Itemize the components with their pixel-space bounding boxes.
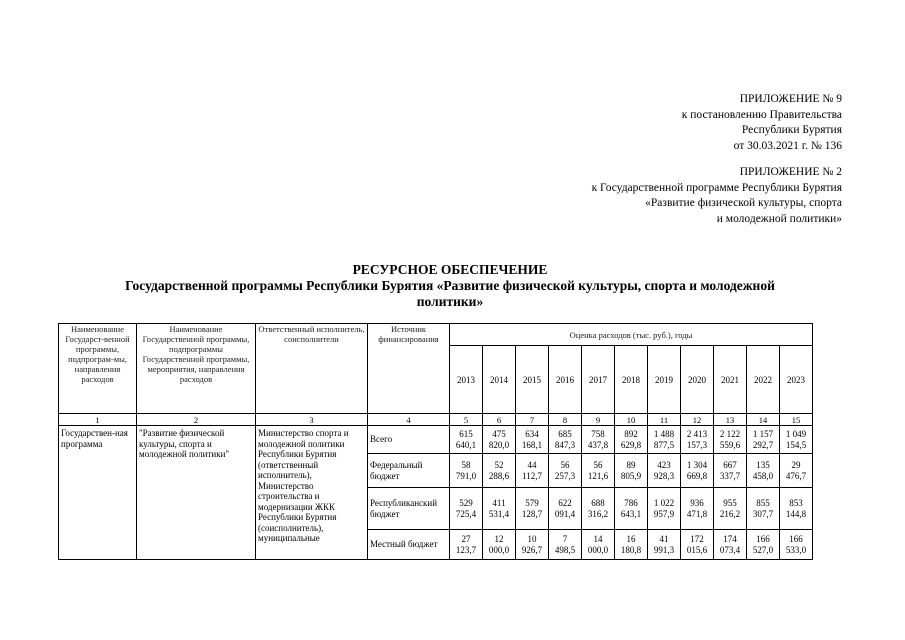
appendix-9-line: ПРИЛОЖЕНИЕ № 9 xyxy=(739,93,842,105)
expense-value xyxy=(648,530,681,560)
expense-value-remainder: 847,3 xyxy=(554,439,576,450)
year-header: 2018 xyxy=(615,346,648,414)
expense-value xyxy=(582,426,615,454)
header-col2: Наименование Государственной программы, подпрограммы Государственной программы, мероприятия, направления расходов xyxy=(137,324,256,414)
expense-value-remainder: 123,7 xyxy=(455,544,477,555)
funding-source: Республиканский бюджет xyxy=(368,488,450,530)
expense-value-remainder: 471,8 xyxy=(686,508,708,519)
year-header: 2016 xyxy=(549,346,582,414)
expense-value-thousands: 688 xyxy=(591,497,605,508)
column-number: 2 xyxy=(137,414,256,426)
expense-value xyxy=(483,530,516,560)
expense-value-thousands: 936 xyxy=(690,497,704,508)
column-number: 9 xyxy=(582,414,615,426)
column-number: 8 xyxy=(549,414,582,426)
column-number: 10 xyxy=(615,414,648,426)
expense-value-thousands: 56 xyxy=(560,459,570,470)
row-executors: Министерство спорта и молодежной политики Республики Бурятия (ответственный исполнитель), Министерство строительства и модернизации ЖКК Республики Бурятия (соисполнитель), муниципальные xyxy=(256,426,368,560)
expense-value xyxy=(615,426,648,454)
expense-value xyxy=(516,488,549,530)
expense-value-thousands: 7 xyxy=(562,533,568,544)
expense-value-remainder: 307,7 xyxy=(752,508,774,519)
expense-value xyxy=(681,530,714,560)
expense-value-thousands: 786 xyxy=(624,497,638,508)
expense-value-thousands: 52 xyxy=(494,459,504,470)
expense-value xyxy=(450,488,483,530)
appendix-2-block xyxy=(592,165,842,227)
expense-value-thousands: 89 xyxy=(626,459,636,470)
expense-value xyxy=(582,530,615,560)
appendix-2-line: «Развитие физической культуры, спорта xyxy=(645,197,842,209)
expense-value-remainder: 168,1 xyxy=(521,439,543,450)
expense-value-remainder: 928,3 xyxy=(653,470,675,481)
expense-value-remainder: 316,2 xyxy=(587,508,609,519)
year-header: 2014 xyxy=(483,346,516,414)
year-header: 2023 xyxy=(780,346,813,414)
expense-value-remainder: 091,4 xyxy=(554,508,576,519)
expense-value-thousands: 14 xyxy=(593,533,603,544)
expense-value-thousands: 667 xyxy=(723,459,737,470)
column-number: 5 xyxy=(450,414,483,426)
expense-value xyxy=(714,426,747,454)
expense-value-thousands: 29 xyxy=(791,459,801,470)
expense-value-thousands: 172 xyxy=(690,533,704,544)
expense-value-thousands: 10 xyxy=(527,533,537,544)
expense-value-thousands: 529 xyxy=(459,497,473,508)
appendix-9-line: от 30.03.2021 г. № 136 xyxy=(733,139,842,152)
expense-value xyxy=(681,454,714,488)
column-number: 4 xyxy=(368,414,450,426)
expense-value-remainder: 643,1 xyxy=(620,508,642,519)
expense-value-remainder: 458,0 xyxy=(752,470,774,481)
expense-value-thousands: 634 xyxy=(525,428,539,439)
expense-value xyxy=(714,454,747,488)
expense-value-remainder: 820,0 xyxy=(488,439,510,450)
expense-value-thousands: 166 xyxy=(789,533,803,544)
expense-value-thousands: 58 xyxy=(461,459,471,470)
expense-value-remainder: 144,8 xyxy=(785,508,807,519)
expense-value-thousands: 1 488 xyxy=(653,428,675,439)
expense-value xyxy=(450,454,483,488)
expense-value-thousands: 27 xyxy=(461,533,471,544)
expense-value xyxy=(747,530,780,560)
appendix-9-line: к постановлению Правительства xyxy=(681,108,842,121)
funding-source: Всего xyxy=(368,426,450,454)
expense-value-thousands: 758 xyxy=(591,428,605,439)
column-number: 6 xyxy=(483,414,516,426)
expense-value-remainder: 791,0 xyxy=(455,470,477,481)
document-subtitle-cont: политики» xyxy=(416,294,484,309)
expense-value-remainder: 157,3 xyxy=(686,439,708,450)
expense-value xyxy=(780,488,813,530)
expense-value-remainder: 531,4 xyxy=(488,508,510,519)
column-number: 13 xyxy=(714,414,747,426)
row-program-name: "Развитие физической культуры, спорта и молодежной политики" xyxy=(137,426,256,560)
expense-value-thousands: 174 xyxy=(723,533,737,544)
appendix-9-block xyxy=(682,92,842,154)
expense-value xyxy=(483,426,516,454)
expense-value-thousands: 1 049 xyxy=(785,428,807,439)
expense-value-thousands: 615 xyxy=(459,428,473,439)
expense-value-thousands: 955 xyxy=(723,497,737,508)
expense-value-thousands: 1 304 xyxy=(686,459,708,470)
expense-value xyxy=(780,454,813,488)
expense-value xyxy=(450,426,483,454)
expense-value xyxy=(780,530,813,560)
expense-value xyxy=(747,454,780,488)
appendix-2-line: ПРИЛОЖЕНИЕ № 2 xyxy=(739,166,842,178)
expense-value-remainder: 725,4 xyxy=(455,508,477,519)
expense-value-remainder: 257,3 xyxy=(554,470,576,481)
year-header: 2015 xyxy=(516,346,549,414)
expense-value-remainder: 476,7 xyxy=(785,470,807,481)
expense-value-remainder: 216,2 xyxy=(719,508,741,519)
expense-value-remainder: 805,9 xyxy=(620,470,642,481)
expense-value xyxy=(549,454,582,488)
expense-value xyxy=(582,454,615,488)
expense-value xyxy=(615,488,648,530)
expense-value xyxy=(714,530,747,560)
expense-value-remainder: 292,7 xyxy=(752,439,774,450)
expense-value xyxy=(549,426,582,454)
year-header: 2021 xyxy=(714,346,747,414)
expense-value-remainder: 121,6 xyxy=(587,470,609,481)
expense-value-remainder: 957,9 xyxy=(653,508,675,519)
expense-value-remainder: 000,0 xyxy=(488,544,510,555)
expense-value-remainder: 180,8 xyxy=(620,544,642,555)
expense-value-thousands: 1 157 xyxy=(752,428,774,439)
expense-value-thousands: 166 xyxy=(756,533,770,544)
expense-value-remainder: 533,0 xyxy=(785,544,807,555)
expense-value xyxy=(648,426,681,454)
expense-value xyxy=(516,426,549,454)
year-header: 2019 xyxy=(648,346,681,414)
expense-value xyxy=(516,530,549,560)
expense-value-thousands: 685 xyxy=(558,428,572,439)
column-number: 12 xyxy=(681,414,714,426)
funding-source: Федеральный бюджет xyxy=(368,454,450,488)
expense-value-remainder: 559,6 xyxy=(719,439,741,450)
header-estimate: Оценка расходов (тыс. руб.), годы xyxy=(450,324,813,346)
expense-value-remainder: 498,5 xyxy=(554,544,576,555)
expense-value-thousands: 41 xyxy=(659,533,669,544)
expense-value-thousands: 12 xyxy=(494,533,504,544)
expense-value-remainder: 112,7 xyxy=(522,470,542,481)
expense-value xyxy=(615,530,648,560)
expense-value-remainder: 337,7 xyxy=(719,470,741,481)
year-header: 2022 xyxy=(747,346,780,414)
document-title: РЕСУРСНОЕ ОБЕСПЕЧЕНИЕ xyxy=(352,262,548,277)
expense-value xyxy=(747,426,780,454)
expense-value-thousands: 44 xyxy=(527,459,537,470)
expense-value-thousands: 2 122 xyxy=(719,428,741,439)
expense-value-thousands: 1 022 xyxy=(653,497,675,508)
resource-table xyxy=(58,323,813,560)
year-header: 2020 xyxy=(681,346,714,414)
expense-value-thousands: 423 xyxy=(657,459,671,470)
expense-value xyxy=(648,488,681,530)
expense-value xyxy=(615,454,648,488)
expense-value xyxy=(516,454,549,488)
expense-value xyxy=(483,454,516,488)
expense-value-remainder: 154,5 xyxy=(785,439,807,450)
expense-value xyxy=(714,488,747,530)
expense-value xyxy=(681,426,714,454)
expense-value-remainder: 877,5 xyxy=(653,439,675,450)
expense-value-thousands: 16 xyxy=(626,533,636,544)
expense-value-thousands: 622 xyxy=(558,497,572,508)
appendix-2-line: к Государственной программе Республики Бурятия xyxy=(591,181,842,194)
expense-value-remainder: 073,4 xyxy=(719,544,741,555)
column-number: 7 xyxy=(516,414,549,426)
column-number: 3 xyxy=(256,414,368,426)
expense-value-remainder: 437,8 xyxy=(587,439,609,450)
expense-value-thousands: 411 xyxy=(492,497,506,508)
column-number: 1 xyxy=(59,414,137,426)
expense-value xyxy=(648,454,681,488)
row-program-type: Государствен-ная программа xyxy=(59,426,137,560)
column-number: 11 xyxy=(648,414,681,426)
expense-value-thousands: 2 413 xyxy=(686,428,708,439)
expense-value-thousands: 892 xyxy=(624,428,638,439)
expense-value-thousands: 56 xyxy=(593,459,603,470)
expense-value-remainder: 926,7 xyxy=(521,544,543,555)
expense-value-thousands: 135 xyxy=(756,459,770,470)
appendix-2-line: и молодежной политики» xyxy=(716,212,842,225)
expense-value-remainder: 629,8 xyxy=(620,439,642,450)
header-col3: Ответственный исполнитель, соисполнители xyxy=(256,324,368,414)
column-number: 15 xyxy=(780,414,813,426)
expense-value-remainder: 527,0 xyxy=(752,544,774,555)
year-header: 2017 xyxy=(582,346,615,414)
expense-value-remainder: 288,6 xyxy=(488,470,510,481)
expense-value-thousands: 579 xyxy=(525,497,539,508)
expense-value xyxy=(450,530,483,560)
expense-value-remainder: 640,1 xyxy=(455,439,477,450)
expense-value xyxy=(747,488,780,530)
expense-value xyxy=(483,488,516,530)
header-col1: Наименование Государст-венной программы, подпрограм-мы, направления расходов xyxy=(59,324,137,414)
column-number: 14 xyxy=(747,414,780,426)
expense-value-remainder: 669,8 xyxy=(686,470,708,481)
document-subtitle: Государственной программы Республики Бурятия «Развитие физической культуры, спорта и молодежной xyxy=(125,278,775,293)
expense-value xyxy=(549,488,582,530)
expense-value-thousands: 853 xyxy=(789,497,803,508)
expense-value-thousands: 855 xyxy=(756,497,770,508)
expense-value xyxy=(681,488,714,530)
expense-value-remainder: 015,6 xyxy=(686,544,708,555)
expense-value xyxy=(582,488,615,530)
expense-value xyxy=(549,530,582,560)
expense-value xyxy=(780,426,813,454)
expense-value-remainder: 000,0 xyxy=(587,544,609,555)
header-col4: Источник финансирования xyxy=(368,324,450,414)
funding-source: Местный бюджет xyxy=(368,530,450,560)
year-header: 2013 xyxy=(450,346,483,414)
appendix-9-line: Республики Бурятия xyxy=(741,124,842,136)
expense-value-remainder: 991,3 xyxy=(653,544,675,555)
expense-value-remainder: 128,7 xyxy=(521,508,543,519)
expense-value-thousands: 475 xyxy=(492,428,506,439)
